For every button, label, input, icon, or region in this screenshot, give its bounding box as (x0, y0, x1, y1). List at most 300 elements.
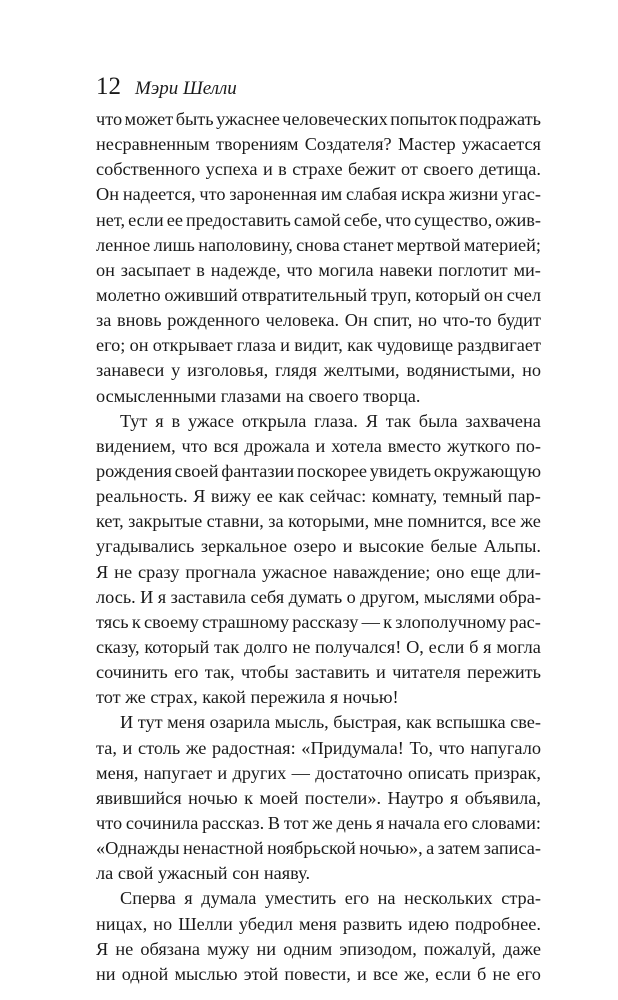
word: что (199, 184, 226, 205)
word: ее (166, 209, 183, 230)
word: достаточно (315, 762, 403, 783)
word: меня (298, 913, 337, 934)
text-line (96, 660, 541, 685)
text-line (96, 836, 541, 861)
word: еще (470, 561, 501, 582)
word: желтыми, (323, 360, 400, 381)
word: все (490, 511, 516, 532)
word: он (484, 284, 503, 305)
word: детища. (478, 159, 541, 180)
word: им (320, 184, 343, 205)
word: фантазии (221, 460, 295, 481)
word: день (336, 812, 373, 833)
word: хотела (331, 435, 382, 456)
word: Наутро (387, 787, 444, 808)
word: что (181, 435, 208, 456)
text-line (96, 937, 541, 962)
word: оно (436, 561, 465, 582)
word: своей (174, 460, 219, 481)
word: водянистыми, (406, 360, 516, 381)
word: вся (213, 435, 239, 456)
word: долго (244, 636, 288, 657)
word: тясь (96, 611, 129, 632)
word: получался! (315, 636, 402, 657)
word: же (125, 687, 146, 708)
text-line (96, 157, 541, 182)
word: я (483, 636, 492, 657)
word: же (520, 511, 541, 532)
word: наваждение; (333, 561, 431, 582)
word: что (96, 812, 123, 833)
word: других (232, 762, 287, 783)
word: тот (283, 812, 309, 833)
text-line (96, 107, 541, 132)
word: Он (344, 310, 368, 331)
word: озарила (209, 712, 271, 733)
word: и (280, 335, 290, 356)
word: ницах, (96, 913, 148, 934)
word: быстрая, (333, 712, 402, 733)
word: так (214, 636, 240, 657)
word: могила (318, 259, 374, 280)
word: и (217, 762, 228, 783)
word: так (385, 410, 411, 431)
word: и (357, 963, 367, 984)
word: рассказ. (202, 812, 265, 833)
word: прогнала (185, 561, 257, 582)
text-line (96, 560, 541, 585)
running-head (96, 72, 237, 102)
word: думать (288, 586, 343, 607)
word: уместить (264, 888, 337, 909)
word: страшному (202, 611, 289, 632)
word: подробнее. (455, 913, 541, 934)
word: как (405, 712, 432, 733)
word: ни (256, 938, 277, 959)
word: к (244, 787, 254, 808)
word: раздвигает (457, 335, 541, 356)
word: темный (442, 486, 503, 507)
word: и (122, 737, 133, 758)
word: себя (250, 586, 285, 607)
word: я (329, 687, 339, 708)
word: если (428, 636, 465, 657)
page-number: 12 (96, 73, 121, 100)
word: его (344, 888, 370, 909)
text-line (96, 736, 541, 761)
text-line (96, 182, 541, 207)
text-line (96, 484, 541, 509)
word: мысль, (274, 712, 329, 733)
word: будит (497, 310, 541, 331)
word: комнату, (371, 486, 438, 507)
word: труп, (370, 284, 412, 305)
word: чудовище (376, 335, 454, 356)
word: счел (506, 284, 541, 305)
word: предоставить (185, 209, 291, 230)
word: сразу (138, 561, 180, 582)
word: навеки (379, 259, 433, 280)
word: я (155, 410, 164, 431)
word: нет, (96, 209, 126, 230)
word: развить (342, 913, 403, 934)
word: лось. (96, 586, 136, 607)
word: я (157, 586, 167, 607)
word: ми- (513, 259, 541, 280)
word: вижу (210, 486, 252, 507)
word: успеха (205, 159, 258, 180)
word: собственного (96, 159, 201, 180)
word: подражать (459, 109, 541, 129)
word: сейчас: (309, 486, 367, 507)
word: была (418, 410, 458, 431)
word: ночью», (359, 838, 423, 859)
word: не (115, 938, 134, 959)
word: убедил (238, 913, 293, 934)
word: В (267, 812, 281, 833)
word: глаза. (314, 410, 358, 431)
word: ленное (96, 234, 151, 255)
word: если (128, 209, 164, 230)
word: меня (167, 712, 206, 733)
word: от (400, 159, 418, 180)
word: себе, (343, 209, 383, 230)
word: своего (308, 385, 359, 406)
word: спит, (373, 310, 413, 331)
word: дрожала (244, 435, 310, 456)
word: заставила (170, 586, 247, 607)
word: молетно (96, 284, 161, 305)
word: ожив- (495, 209, 541, 230)
word: ужасе (187, 410, 235, 431)
word: мертвой (396, 234, 461, 255)
word: пожалуй, (423, 938, 496, 959)
word: видением, (96, 435, 176, 456)
word: но (417, 310, 437, 331)
text-line (96, 308, 541, 333)
text-line (96, 384, 541, 409)
word: заставить (295, 662, 370, 683)
word: думала (201, 888, 257, 909)
word: что (385, 209, 412, 230)
word: станет (342, 234, 394, 255)
word: но (522, 360, 541, 381)
word: наполовину, (198, 234, 293, 255)
word: идею (408, 913, 449, 934)
text-line (96, 434, 541, 459)
word: Я (96, 561, 109, 582)
word: засыпает (120, 259, 191, 280)
word: изголовья, (187, 360, 269, 381)
text-line (96, 761, 541, 786)
word: какой (202, 687, 246, 708)
text-line (96, 610, 541, 635)
word: на (377, 888, 396, 909)
word: самой (293, 209, 341, 230)
word: ужасается (462, 134, 541, 155)
word: так, (204, 662, 235, 683)
word: который (415, 284, 481, 305)
text-line (96, 358, 541, 383)
word: ее (256, 486, 273, 507)
word: глаза (236, 335, 276, 356)
word: своего (423, 159, 474, 180)
word: зароненная (229, 184, 317, 205)
word: — (361, 611, 380, 632)
word: радостная: (212, 737, 296, 758)
word: Тут (120, 410, 148, 431)
text-line (96, 459, 541, 484)
word: одним (283, 938, 333, 959)
text-line (96, 283, 541, 308)
text-line (96, 685, 541, 710)
word: искра (401, 184, 446, 205)
word: бежит (348, 159, 396, 180)
word: све- (510, 712, 541, 733)
word: глядя (275, 360, 317, 381)
word: И (120, 712, 134, 733)
word: сочинила (125, 812, 199, 833)
text-line (96, 258, 541, 283)
word: снова (296, 234, 340, 255)
word: его (174, 662, 199, 683)
word: а (426, 838, 435, 859)
text-line (96, 409, 541, 434)
word: рождения (96, 460, 172, 481)
word: вместо (387, 435, 442, 456)
word: угадывались (96, 536, 195, 557)
word: по- (515, 435, 541, 456)
text-line (96, 861, 541, 886)
word: пережить (467, 662, 541, 683)
word: Я (193, 486, 206, 507)
word: человеческих (282, 109, 388, 129)
word: к (131, 611, 141, 632)
word: жизни (448, 184, 499, 205)
word: постели». (304, 787, 382, 808)
word: пар- (507, 486, 541, 507)
word: озеро (293, 536, 337, 557)
word: открывает (152, 335, 233, 356)
word: зеркальное (200, 536, 287, 557)
word: к (383, 611, 393, 632)
word: он (96, 259, 115, 280)
word: ужаснее (216, 109, 280, 129)
word: попыток (390, 109, 457, 129)
word: моей (259, 787, 299, 808)
word: описать (407, 762, 469, 783)
word: своему (143, 611, 199, 632)
word: я (184, 888, 193, 909)
word: рас- (509, 611, 541, 632)
word: «Однажды (96, 838, 180, 859)
word: записа- (483, 838, 541, 859)
word: Сперва (120, 888, 176, 909)
word: у (171, 360, 181, 381)
word: ненастной (182, 838, 264, 859)
word: отвратительный (241, 284, 368, 305)
word: я (375, 812, 385, 833)
word: ночью! (342, 687, 399, 708)
word: в (278, 159, 287, 180)
word: в (171, 410, 181, 431)
word: и (315, 435, 326, 456)
word: который (144, 636, 210, 657)
word: вновь (117, 310, 162, 331)
running-title: Мэри Шелли (135, 78, 237, 99)
word: ужасное (262, 561, 328, 582)
word: начала (387, 812, 440, 833)
word: же (312, 812, 333, 833)
word: и (342, 536, 353, 557)
word: рассказу (292, 611, 359, 632)
word: б (469, 636, 479, 657)
word: читателя (392, 662, 461, 683)
word: сказу, (96, 636, 140, 657)
word: надежде, (210, 259, 281, 280)
text-line (96, 912, 541, 937)
body-text (96, 107, 541, 987)
word: Я (96, 938, 109, 959)
word: вспышка (436, 712, 506, 733)
word: быть (175, 109, 214, 129)
word: и (262, 159, 273, 180)
word: что (286, 259, 313, 280)
word: я (449, 787, 459, 808)
text-line (96, 886, 541, 911)
word: но (153, 913, 173, 934)
word: увидеть (369, 460, 432, 481)
word: занавеси (96, 360, 165, 381)
word: все (372, 963, 398, 984)
word: ни (96, 963, 116, 984)
word: призрак, (474, 762, 541, 783)
word: ужасный (157, 863, 228, 884)
word: напугает (143, 762, 213, 783)
word: не (492, 963, 511, 984)
word: же, (404, 963, 430, 984)
word: другом, (360, 586, 420, 607)
word: О, (406, 636, 424, 657)
text-line (96, 962, 541, 987)
word: этой (243, 963, 279, 984)
word: окружающую (433, 460, 541, 481)
word: в (196, 259, 205, 280)
word: кет, (96, 511, 124, 532)
word: дли- (506, 561, 541, 582)
word: которыми, (288, 511, 370, 532)
word: страхе (292, 159, 343, 180)
text-line (96, 509, 541, 534)
word: он (129, 335, 149, 356)
word: могла (496, 636, 541, 657)
word: обязана (140, 938, 200, 959)
word: может (124, 109, 174, 129)
word: лишь (153, 234, 195, 255)
word: и (375, 662, 386, 683)
word: существо, (414, 209, 493, 230)
word: как (278, 486, 304, 507)
word: ла (96, 863, 114, 884)
word: если (435, 963, 471, 984)
word: явившийся (96, 787, 182, 808)
word: слабая (346, 184, 398, 205)
text-line (96, 132, 541, 157)
word: объявила, (464, 787, 541, 808)
word: поглотит (438, 259, 508, 280)
word: оживший (164, 284, 238, 305)
word: И (140, 586, 154, 607)
text-line (96, 233, 541, 258)
word: на (285, 385, 304, 406)
word: же (185, 737, 207, 758)
word: ставни, (206, 511, 264, 532)
word: закрытые (128, 511, 203, 532)
word: столь (137, 737, 181, 758)
text-line (96, 333, 541, 358)
word: меня, (96, 762, 139, 783)
text-line (96, 585, 541, 610)
word: Мастер (397, 134, 456, 155)
word: видит, (294, 335, 343, 356)
word: не (292, 636, 311, 657)
word: «Придумала! (301, 737, 404, 758)
word: его (443, 812, 468, 833)
word: поскорее (297, 460, 367, 481)
word: угас- (501, 184, 541, 205)
word: захвачена (465, 410, 541, 431)
word: та, (96, 737, 117, 758)
word: даже (503, 938, 541, 959)
word: эпизодом, (339, 938, 417, 959)
word: — (291, 762, 310, 783)
word: жуткого (447, 435, 511, 456)
text-line (96, 710, 541, 735)
word: надеется, (122, 184, 196, 205)
word: повести, (284, 963, 351, 984)
word: не (114, 561, 133, 582)
word: словами: (471, 812, 541, 833)
word: белые (430, 536, 478, 557)
word: одной (121, 963, 169, 984)
word: осмысленными (96, 385, 217, 406)
word: высокие (359, 536, 424, 557)
word: То, (409, 737, 433, 758)
word: Альпы. (483, 536, 541, 557)
word: что (438, 737, 465, 758)
word: наяву. (263, 863, 311, 884)
word: нескольких (404, 888, 493, 909)
word: за (268, 511, 284, 532)
word: напугало (470, 737, 541, 758)
text-line (96, 811, 541, 836)
word: свой (117, 863, 154, 884)
word: его; (96, 335, 126, 356)
word: мужу (207, 938, 250, 959)
word: что (96, 109, 123, 129)
word: мне (373, 511, 404, 532)
word: тут (137, 712, 163, 733)
word: мыслями (423, 586, 495, 607)
text-line (96, 786, 541, 811)
word: сочинить (96, 662, 168, 683)
word: сон (232, 863, 260, 884)
word: пережила (250, 687, 326, 708)
word: обра- (499, 586, 541, 607)
word: Я (365, 410, 378, 431)
text-line (96, 208, 541, 233)
word: рожденного (167, 310, 260, 331)
